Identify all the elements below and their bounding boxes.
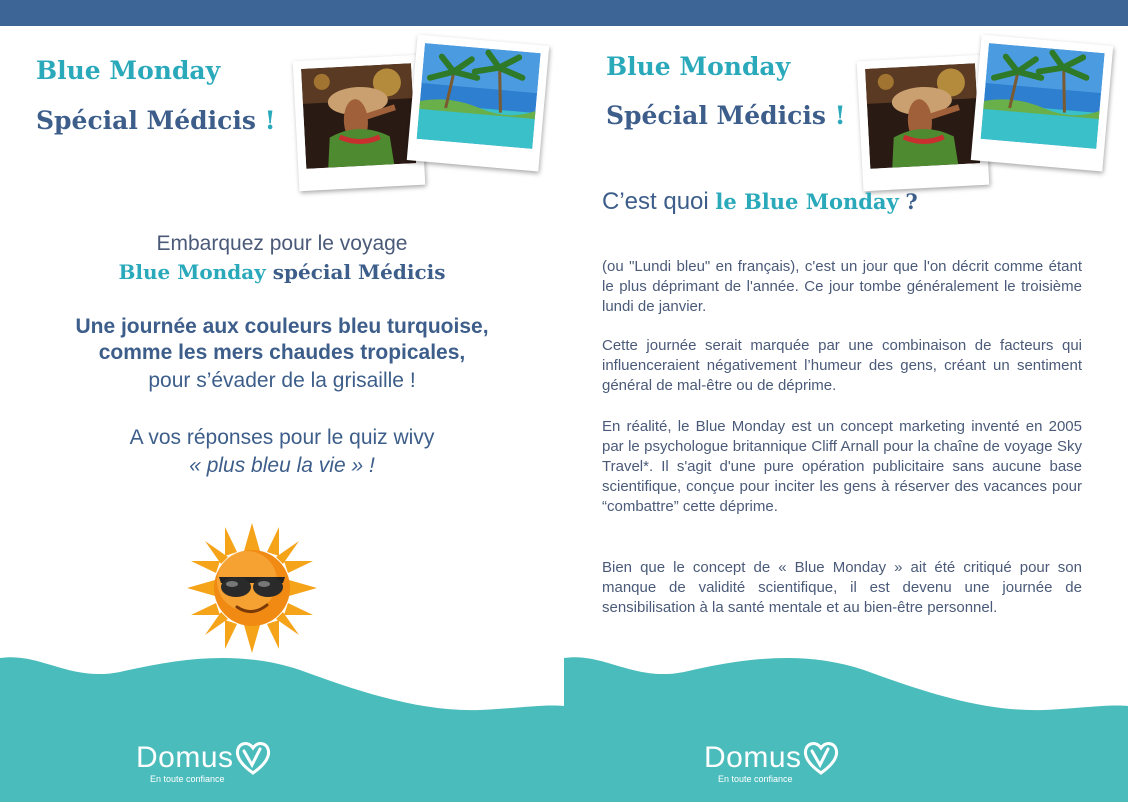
intro-highlight-line: Blue Monday spécial Médicis (118, 260, 446, 284)
paragraph-awareness: Bien que le concept de « Blue Monday » ait été critiqué pour son manque de validité scientifique, il est devenu une journée de sensibilisation à la santé mentale et au bien-être personnel. (602, 559, 1082, 616)
paragraph-origin: En réalité, le Blue Monday est un concept marketing inventé en 2005 par le psychologue britannique Cliff Arnall pour la chaîne de voyage Sky Travel*. Il s'agit d'une pure opération publicitaire sans aucune base scientifique, conçue pour inciter les gens à réserver des vacances pour “combattre” cette déprime. (602, 418, 1082, 515)
palm-pool-photo (971, 34, 1113, 171)
page-subtitle: Spécial Médicis ! (36, 106, 276, 135)
heart-logo-icon (802, 739, 840, 777)
domusvi-logo (136, 739, 272, 784)
left-page (0, 26, 564, 802)
bold-line-2: comme les mers chaudes tropicales, (98, 341, 466, 364)
logo-text: Domus (704, 741, 802, 774)
heart-logo-icon (234, 739, 272, 777)
intro-line: Embarquez pour le voyage (156, 232, 408, 255)
logo-text: Domus (136, 741, 234, 774)
quiz-title: « plus bleu la vie » ! (189, 454, 375, 477)
domusvi-logo (704, 739, 840, 784)
page-title: Blue Monday (606, 52, 791, 81)
turquoise-wave (564, 652, 1128, 802)
logo-tagline: En toute confiance (150, 774, 225, 784)
palm-pool-photo (407, 34, 549, 171)
dancer-photo (857, 55, 990, 191)
paragraph-definition: (ou "Lundi bleu" en français), c'est un jour que l'on décrit comme étant le plus déprimant de l'année. Ce jour tombe généralement le troisième lundi de janvier. (602, 258, 1082, 315)
paragraph-factors: Cette journée serait marquée par une combinaison de facteurs qui influenceraient négativement l’humeur des gens, créant un sentiment général de mal-être ou de déprime. (602, 337, 1082, 394)
header-band (0, 0, 1128, 26)
right-page (564, 26, 1128, 802)
page-title: Blue Monday (36, 56, 221, 85)
page-subtitle: Spécial Médicis ! (606, 101, 846, 130)
sun-sunglasses-icon (185, 521, 319, 660)
quiz-line: A vos réponses pour le quiz wivy (129, 426, 435, 449)
dancer-photo (293, 55, 426, 191)
turquoise-wave (0, 652, 564, 802)
bold-line-1: Une journée aux couleurs bleu turquoise, (75, 315, 489, 338)
section-question: C’est quoi le Blue Monday ? (602, 188, 918, 215)
plain-line: pour s’évader de la grisaille ! (148, 369, 416, 392)
logo-tagline: En toute confiance (718, 774, 793, 784)
